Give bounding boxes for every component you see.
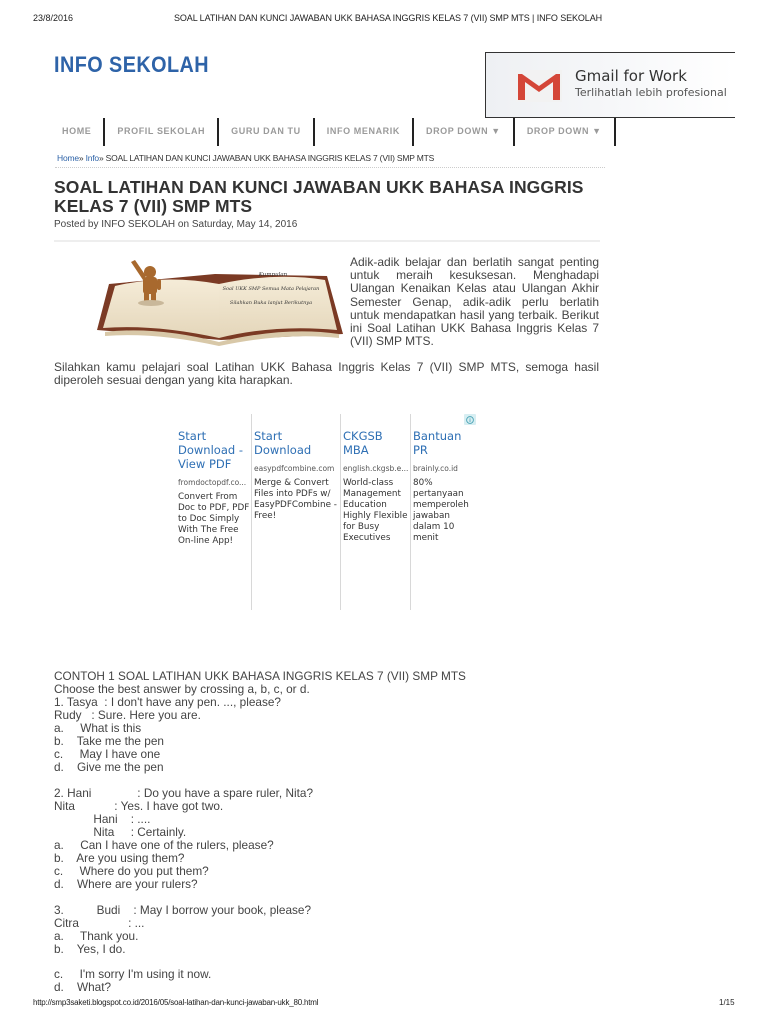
text-ad-description: 80% pertanyaan memperoleh jawaban dalam 10 menit — [413, 478, 469, 543]
breadcrumb — [57, 153, 434, 163]
book-caption-line3: Silahkan Buka lanjut Berikutnya — [229, 300, 313, 306]
q2-line2: Nita : Yes. I have got two. — [54, 799, 224, 813]
breadcrumb-divider — [55, 167, 605, 168]
q3-line1: 3. Budi : May I borrow your book, please? — [54, 903, 312, 917]
nav-guru-dan-tu[interactable]: GURU DAN TU — [219, 118, 315, 146]
nav-drop-down-2[interactable]: DROP DOWN ▼ — [515, 118, 616, 146]
q1-line1: 1. Tasya : I don't have any pen. ..., please? — [54, 695, 281, 709]
text-ad-description: Merge & Convert Files into PDFs w/ EasyPDFCombine - Free! — [254, 478, 337, 521]
text-ads-block — [172, 414, 477, 610]
text-ad-description: Convert From Doc to PDF, PDF to Doc Simply With The Free On-line App! — [178, 492, 250, 546]
text-ad-link[interactable]: Bantuan PR — [413, 429, 462, 457]
banner-ad-title: Gmail for Work — [575, 67, 687, 85]
q3-option-a: a. Thank you. — [54, 929, 139, 943]
q1-option-b: b. Take me the pen — [54, 734, 164, 748]
breadcrumb-current: SOAL LATIHAN DAN KUNCI JAWABAN UKK BAHASA INGGRIS KELAS 7 (VII) SMP MTS — [105, 153, 435, 163]
print-date: 23/8/2016 — [33, 13, 74, 23]
banner-ad-subtitle: Terlihatlah lebih profesional — [575, 86, 727, 99]
text-ad-1[interactable] — [178, 414, 252, 610]
breadcrumb-info[interactable]: Info — [85, 153, 99, 163]
site-logo[interactable]: INFO SEKOLAH — [54, 52, 210, 77]
gmail-icon — [516, 70, 562, 102]
text-ad-link[interactable]: CKGSB MBA — [343, 429, 383, 457]
text-ad-description: World-class Management Education Highly Flexible for Busy Executives — [343, 478, 408, 543]
main-nav — [52, 118, 616, 146]
text-ad-domain: fromdoctopdf.co... — [178, 478, 247, 487]
print-footer-page: 1/15 — [719, 998, 735, 1007]
q3-option-b: b. Yes, I do. — [54, 942, 126, 956]
post-divider — [54, 240, 600, 242]
text-ad-3[interactable] — [340, 414, 410, 610]
breadcrumb-separator: » — [78, 153, 84, 163]
print-footer-url: http://smp3saketi.blogspot.co.id/2016/05/soal-latihan-dan-kunci-jawaban-ukk_80.html — [33, 998, 319, 1007]
post-title: SOAL LATIHAN DAN KUNCI JAWABAN UKK BAHASA INGGRIS KELAS 7 (VII) SMP MTS — [54, 177, 584, 216]
q2-option-b: b. Are you using them? — [54, 851, 185, 865]
q2-option-c: c. Where do you put them? — [54, 864, 209, 878]
breadcrumb-home[interactable]: Home — [57, 153, 79, 163]
text-ad-link[interactable]: Start Download - View PDF — [178, 429, 243, 471]
book-caption-line1: Kumpulan — [258, 272, 288, 278]
book-caption-line2: Soal UKK SMP Semua Mata Pelajaran — [222, 286, 320, 292]
nav-home[interactable]: HOME — [52, 118, 105, 146]
content-heading: CONTOH 1 SOAL LATIHAN UKK BAHASA INGGRIS KELAS 7 (VII) SMP MTS — [54, 669, 466, 683]
text-ad-domain: english.ckgsb.e... — [343, 464, 409, 473]
breadcrumb-separator: » — [98, 153, 104, 163]
print-title: SOAL LATIHAN DAN KUNCI JAWABAN UKK BAHASA INGGRIS KELAS 7 (VII) SMP MTS | INFO SEKOLAH — [174, 13, 603, 23]
q1-option-c: c. May I have one — [54, 747, 161, 761]
text-ad-2[interactable] — [251, 414, 341, 610]
nav-drop-down-1[interactable]: DROP DOWN ▼ — [414, 118, 515, 146]
q1-line2: Rudy : Sure. Here you are. — [54, 708, 201, 722]
q1-option-d: d. Give me the pen — [54, 760, 164, 774]
gmail-banner-ad[interactable] — [485, 52, 735, 118]
q2-line3: Hani : .... — [54, 812, 151, 826]
q1-option-a: a. What is this — [54, 721, 142, 735]
nav-profil-sekolah[interactable]: PROFIL SEKOLAH — [105, 118, 219, 146]
nav-info-menarik[interactable]: INFO MENARIK — [315, 118, 414, 146]
q3-option-c: c. I'm sorry I'm using it now. — [54, 967, 212, 981]
ad-info-button[interactable] — [464, 414, 476, 425]
q2-option-d: d. Where are your rulers? — [54, 877, 198, 891]
content-instruction: Choose the best answer by crossing a, b, c, or d. — [54, 682, 310, 696]
post-intro-continued: Silahkan kamu pelajari soal Latihan UKK Bahasa Inggris Kelas 7 (VII) SMP MTS, semoga hasil diperoleh sesuai dengan yang kita harapkan. — [54, 360, 599, 388]
q2-line4: Nita : Certainly. — [54, 825, 187, 839]
post-intro: Adik-adik belajar dan berlatih sangat penting untuk meraih kesuksesan. Menghadapi Ulangan Kenaikan Kelas atau Ulangan Akhir Semester Genap, adik-adik perlu berlatih untuk mendapatkan hasil yang terbaik. Berikut ini Soal Latihan UKK Bahasa Inggris Kelas 7 (VII) SMP MTS. — [350, 255, 599, 349]
text-ad-4[interactable] — [410, 414, 474, 610]
q3-line2: Citra : ... — [54, 916, 145, 930]
text-ad-domain: easypdfcombine.com — [254, 464, 335, 473]
info-icon — [466, 416, 474, 424]
post-meta: Posted by INFO SEKOLAH on Saturday, May 14, 2016 — [54, 219, 298, 230]
open-book-image — [95, 254, 345, 350]
text-ad-domain: brainly.co.id — [413, 464, 458, 473]
q3-option-d: d. What? — [54, 980, 112, 994]
text-ad-link[interactable]: Start Download — [254, 429, 312, 457]
q2-line1: 2. Hani : Do you have a spare ruler, Nita? — [54, 786, 314, 800]
q2-option-a: a. Can I have one of the rulers, please? — [54, 838, 274, 852]
